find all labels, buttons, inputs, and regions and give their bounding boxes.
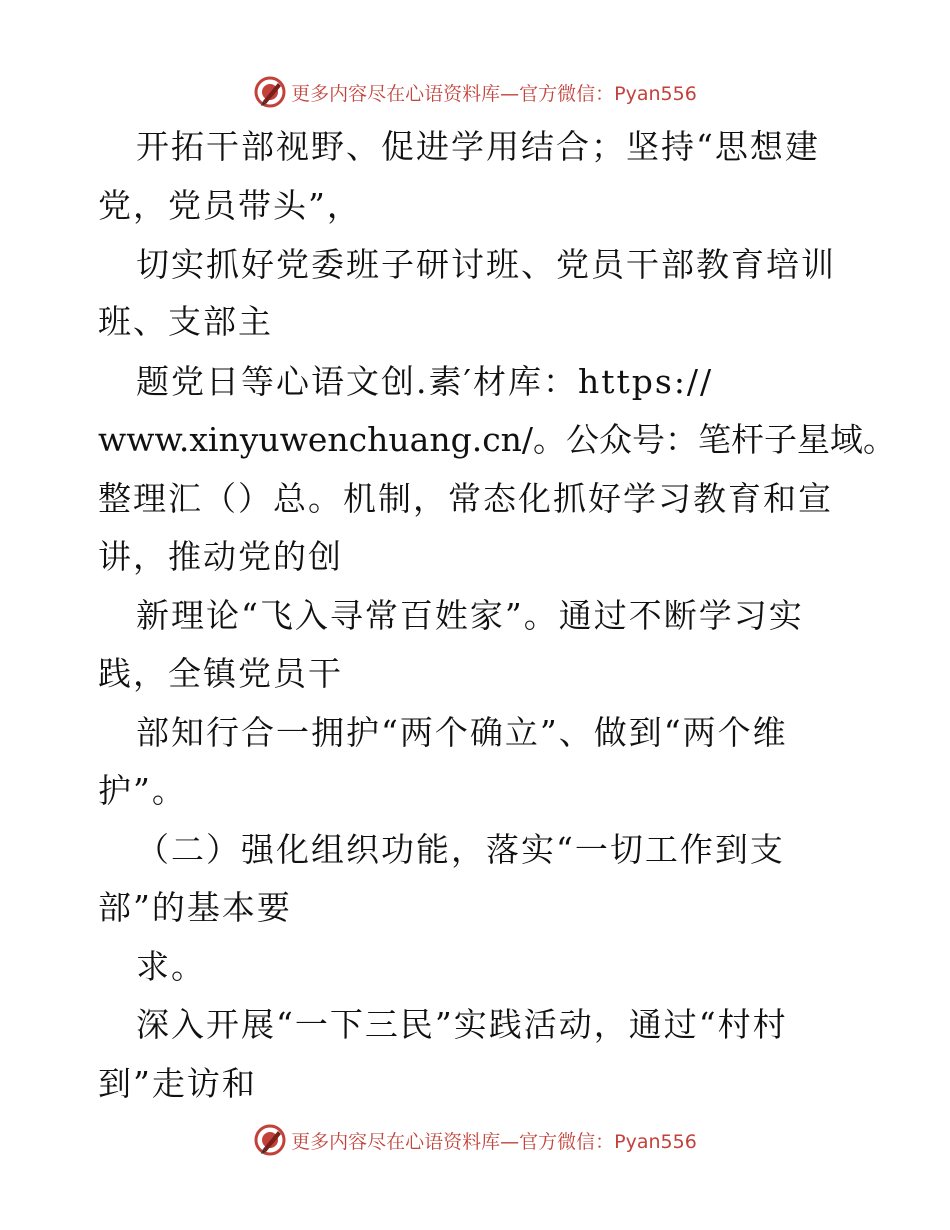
text-line: 题党日等心语文创.素′材库：https:// bbox=[136, 362, 714, 401]
text-line: 讲，推动党的创 bbox=[98, 537, 343, 576]
text-line: （二）强化组织功能，落实“一切工作到支 bbox=[136, 830, 785, 869]
pen-logo-icon bbox=[253, 1123, 287, 1157]
text-line: 班、支部主 bbox=[98, 302, 273, 341]
text-line: 求。 bbox=[136, 947, 206, 986]
text-line: 新理论“飞入寻常百姓家”。通过不断学习实 bbox=[136, 596, 804, 635]
text-line: 护”。 bbox=[98, 771, 187, 810]
text-line: 部”的基本要 bbox=[98, 888, 292, 927]
text-line: 部知行合一拥护“两个确立”、做到“两个维 bbox=[136, 713, 788, 752]
text-line: 深入开展“一下三民”实践活动，通过“村村 bbox=[136, 1005, 788, 1044]
text-line: 到”走访和 bbox=[98, 1064, 257, 1103]
text-line: 整理汇（）总。机制，常态化抓好学习教育和宣 bbox=[98, 479, 833, 518]
footer-watermark bbox=[0, 1120, 950, 1160]
text-line: www.xinyuwenchuang.cn/。公众号：笔杆子星域。 bbox=[98, 420, 897, 459]
watermark-text: 更多内容尽在心语资料库—官方微信：Pyan556 bbox=[291, 1130, 697, 1153]
watermark-text: 更多内容尽在心语资料库—官方微信：Pyan556 bbox=[291, 82, 697, 105]
text-line: 践，全镇党员干 bbox=[98, 654, 343, 693]
text-line: 党，党员带头”， bbox=[98, 186, 362, 225]
text-line: 切实抓好党委班子研讨班、党员干部教育培训 bbox=[136, 245, 836, 284]
text-line: 开拓干部视野、促进学用结合；坚持“思想建 bbox=[136, 127, 820, 166]
